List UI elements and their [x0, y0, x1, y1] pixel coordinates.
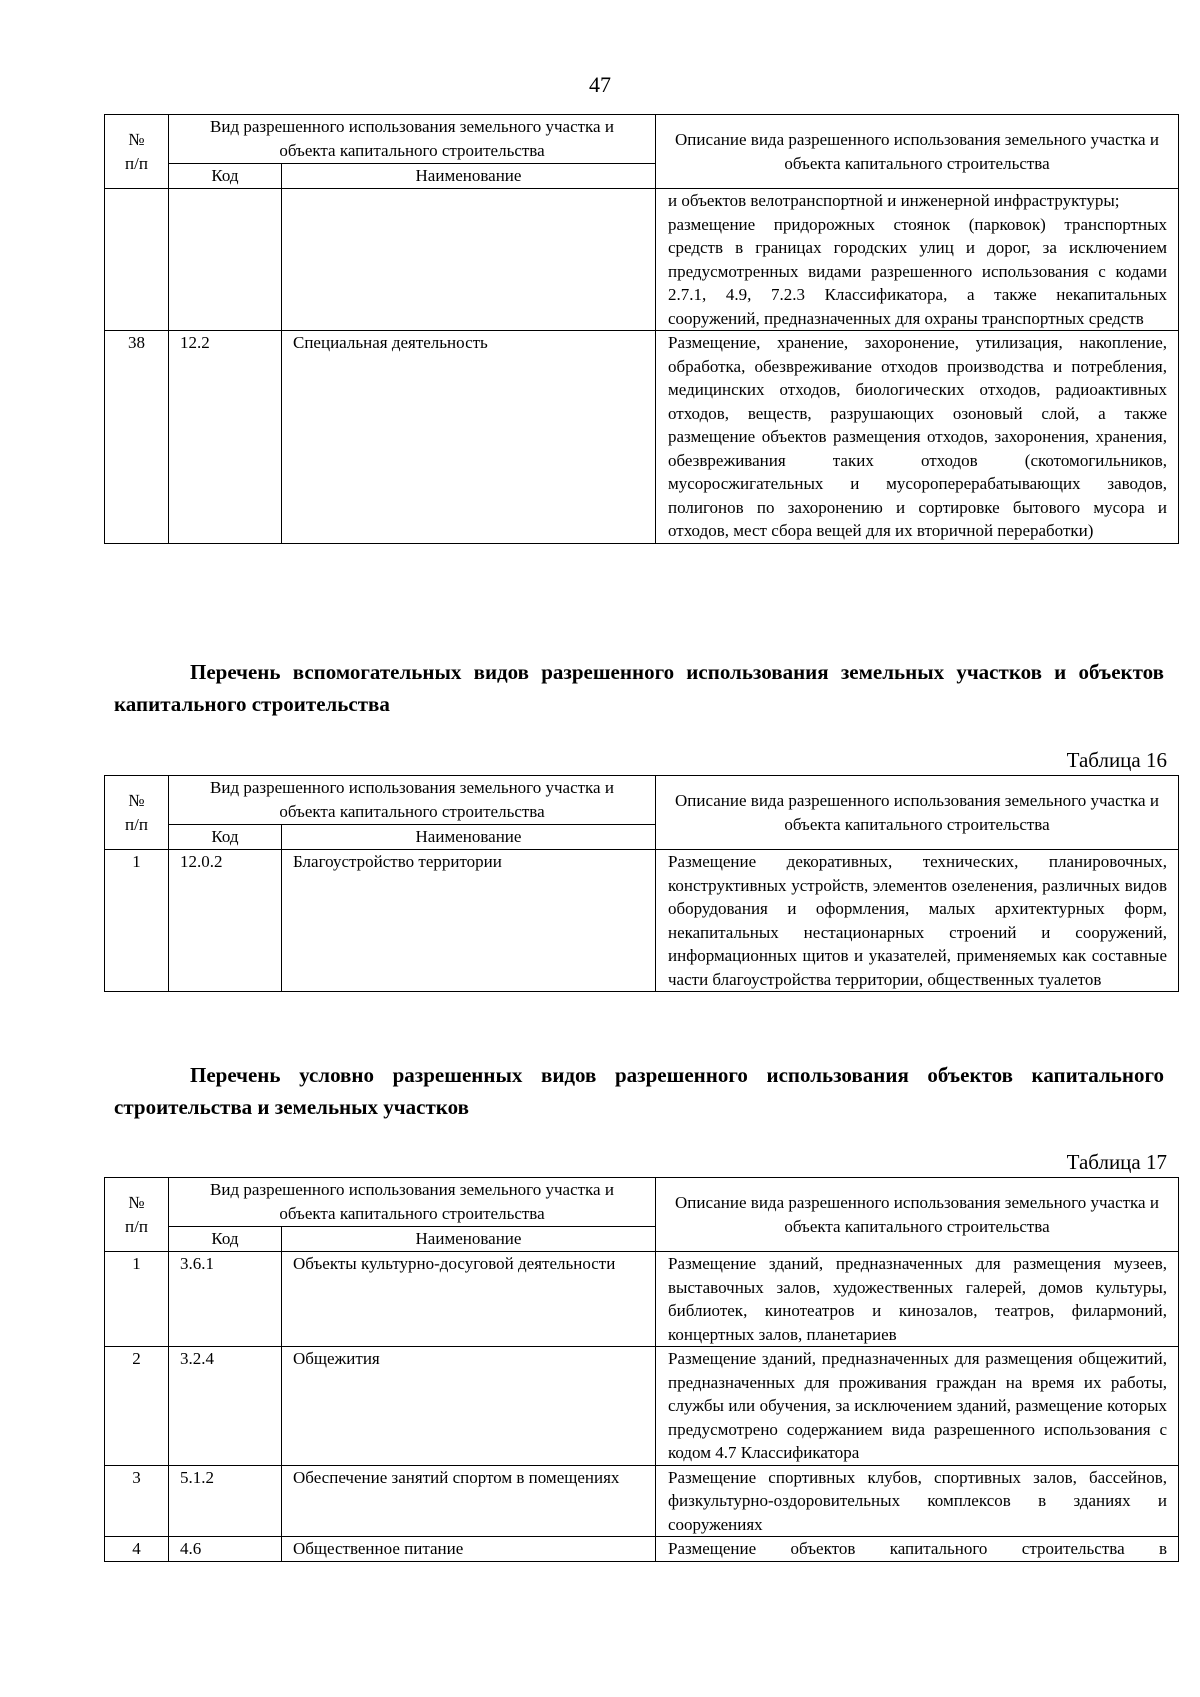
table-caption-17: Таблица 17 [1066, 1150, 1167, 1174]
row-num: 2 [105, 1347, 169, 1466]
table-continued [104, 114, 1179, 544]
header-code: Код [169, 1227, 282, 1252]
row-code: 5.1.2 [169, 1465, 282, 1537]
table-16 [104, 775, 1179, 992]
table-caption-16: Таблица 16 [1066, 748, 1167, 772]
header-group: Вид разрешенного использования земельного участка и объекта капитального строительства [169, 1178, 656, 1227]
header-num: № п/п [105, 115, 169, 189]
row-description: и объектов велотранспортной и инженерной инфраструктуры; размещение придорожных стоянок (парковок) транспортных средств в границах городских улиц и дорог, за исключением предусмотренных видами разрешенного использования с кодами 2.7.1, 4.9, 7.2.3 Классификатора, а также некапитальных сооружений, предназначенных для охраны транспортных средств [656, 189, 1179, 331]
row-code: 3.6.1 [169, 1252, 282, 1347]
row-code: 12.0.2 [169, 850, 282, 992]
header-name: Наименование [282, 164, 656, 189]
header-name: Наименование [282, 825, 656, 850]
row-description: Размещение зданий, предназначенных для размещения музеев, выставочных залов, художественных галерей, домов культуры, библиотек, кинотеатров и кинозалов, театров, филармоний, концертных залов, планетариев [656, 1252, 1179, 1347]
header-name: Наименование [282, 1227, 656, 1252]
row-code: 12.2 [169, 331, 282, 544]
header-num: № п/п [105, 776, 169, 850]
row-description: Размещение спортивных клубов, спортивных залов, бассейнов, физкультурно-оздоровительных комплексов в зданиях и сооружениях [656, 1465, 1179, 1537]
table-17 [104, 1177, 1179, 1562]
row-num [105, 189, 169, 331]
header-code: Код [169, 164, 282, 189]
row-code: 3.2.4 [169, 1347, 282, 1466]
row-name: Специальная деятельность [282, 331, 656, 544]
header-description: Описание вида разрешенного использования земельного участка и объекта капитального строительства [656, 1178, 1179, 1252]
row-code: 4.6 [169, 1537, 282, 1562]
row-name: Общественное питание [282, 1537, 656, 1562]
section-title-auxiliary: Перечень вспомогательных видов разрешенного использования земельных участков и объектов капитального строительства [114, 660, 1164, 716]
header-group: Вид разрешенного использования земельного участка и объекта капитального строительства [169, 115, 656, 164]
header-group: Вид разрешенного использования земельного участка и объекта капитального строительства [169, 776, 656, 825]
row-name [282, 189, 656, 331]
row-name: Общежития [282, 1347, 656, 1466]
row-num: 4 [105, 1537, 169, 1562]
row-description: Размещение, хранение, захоронение, утилизация, накопление, обработка, обезвреживание отходов производства и потребления, медицинских отходов, биологических отходов, радиоактивных отходов, веществ, разрушающих озоновый слой, а также размещение объектов размещения отходов, захоронения, хранения, обезвреживания таких отходов (скотомогильников, мусоросжигательных и мусороперерабатывающих заводов, полигонов по захоронению и сортировке бытового мусора и отходов, мест сбора вещей для их вторичной переработки) [656, 331, 1179, 544]
row-description: Размещение объектов капитального строительства в [656, 1537, 1179, 1562]
row-description: Размещение зданий, предназначенных для размещения общежитий, предназначенных для проживания граждан на время их работы, службы или обучения, за исключением зданий, размещение которых предусмотрено содержанием вида разрешенного использования с кодом 4.7 Классификатора [656, 1347, 1179, 1466]
row-name: Обеспечение занятий спортом в помещениях [282, 1465, 656, 1537]
section-title-conditional: Перечень условно разрешенных видов разрешенного использования объектов капитального строительства и земельных участков [114, 1063, 1164, 1119]
header-num: № п/п [105, 1178, 169, 1252]
row-name: Объекты культурно-досуговой деятельности [282, 1252, 656, 1347]
row-code [169, 189, 282, 331]
row-num: 38 [105, 331, 169, 544]
header-description: Описание вида разрешенного использования земельного участка и объекта капитального строительства [656, 115, 1179, 189]
header-code: Код [169, 825, 282, 850]
row-num: 1 [105, 1252, 169, 1347]
header-description: Описание вида разрешенного использования земельного участка и объекта капитального строительства [656, 776, 1179, 850]
row-name: Благоустройство территории [282, 850, 656, 992]
row-num: 1 [105, 850, 169, 992]
row-description: Размещение декоративных, технических, планировочных, конструктивных устройств, элементов озеленения, различных видов оборудования и оформления, малых архитектурных форм, некапитальных нестационарных строений и сооружений, информационных щитов и указателей, применяемых как составные части благоустройства территории, общественных туалетов [656, 850, 1179, 992]
page-number: 47 [589, 72, 611, 97]
row-num: 3 [105, 1465, 169, 1537]
